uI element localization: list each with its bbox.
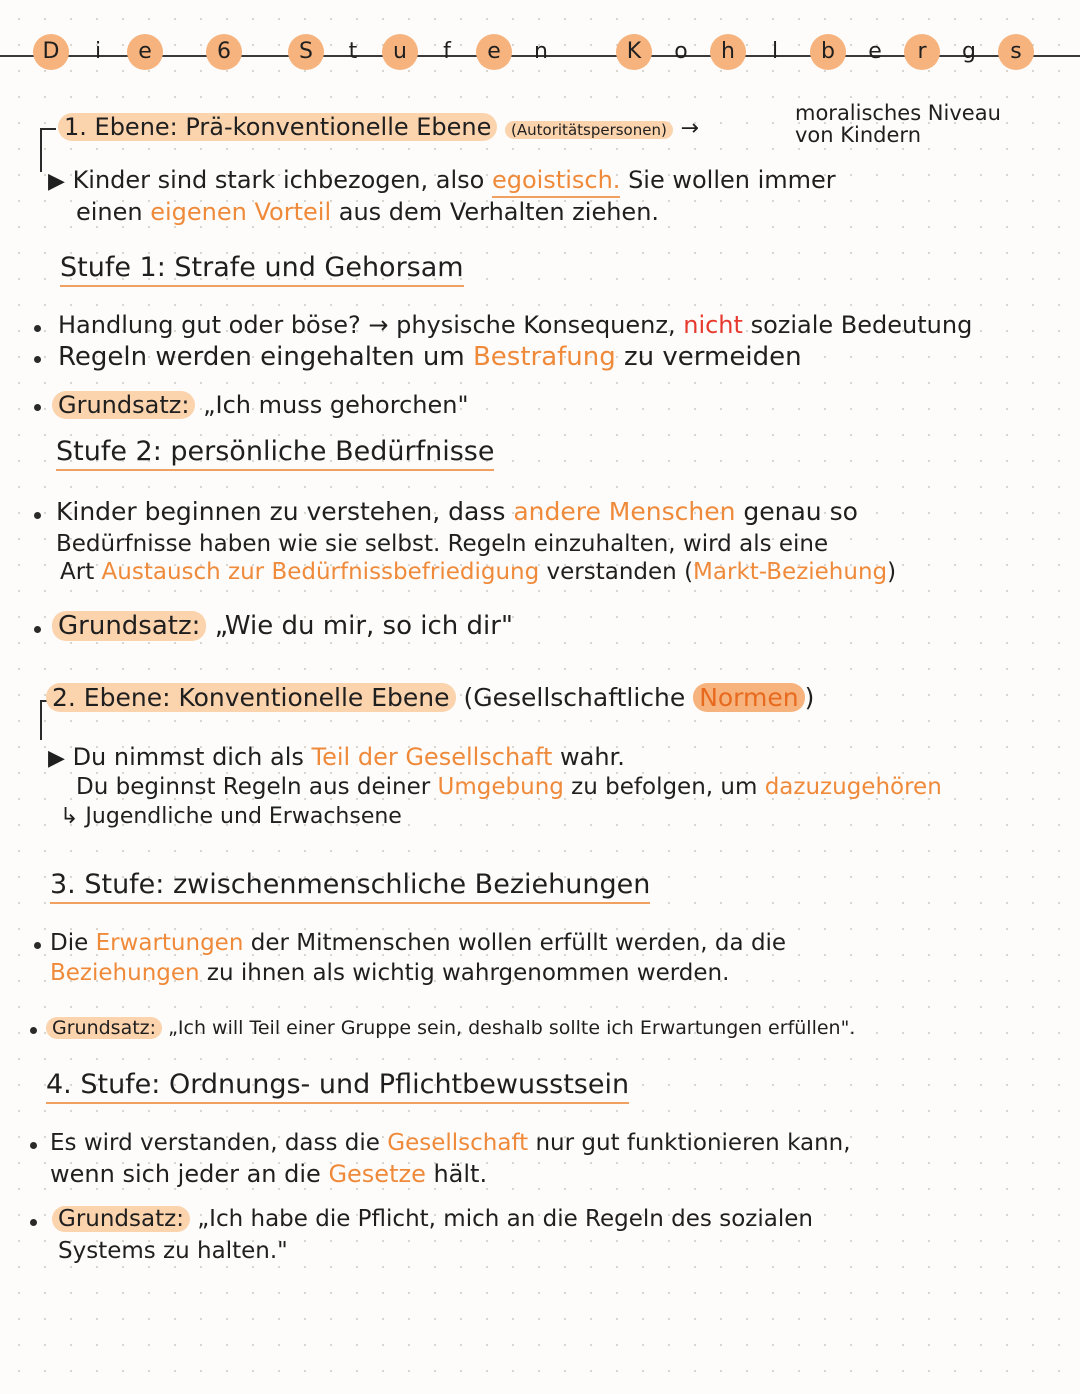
title-letter: t bbox=[348, 39, 358, 64]
keyword-normen: Normen bbox=[693, 683, 804, 712]
text: der Mitmenschen wollen erfüllt werden, da die bbox=[243, 930, 787, 956]
text: einen bbox=[76, 198, 151, 226]
keyword-teil-der-gesellschaft: Teil der Gesellschaft bbox=[311, 743, 553, 771]
keyword-markt-beziehung: Markt-Beziehung bbox=[693, 559, 888, 585]
text: ) bbox=[887, 559, 897, 585]
text: Kinder beginnen zu verstehen, dass bbox=[56, 497, 514, 526]
stage4-grundsatz-line2: Systems zu halten." bbox=[58, 1238, 288, 1264]
text: zu vermeiden bbox=[615, 342, 802, 372]
text: soziale Bedeutung bbox=[742, 311, 973, 339]
text: wenn sich jeder an die bbox=[50, 1160, 329, 1188]
stage4-title bbox=[46, 1070, 629, 1100]
title-letter: i bbox=[94, 39, 102, 64]
bullet-dot bbox=[34, 626, 41, 633]
stage2-title-text: Stufe 2: persönliche Bedürfnisse bbox=[56, 436, 494, 471]
level2-heading bbox=[46, 683, 814, 713]
text: Kinder sind stark ichbezogen, also bbox=[72, 166, 492, 194]
title-letter: 6 bbox=[206, 34, 242, 70]
bullet-dot bbox=[34, 404, 41, 411]
grundsatz-label: Grundsatz: bbox=[46, 1017, 162, 1039]
title-letter: e bbox=[868, 39, 882, 64]
level1-note-line2: von Kindern bbox=[795, 123, 921, 147]
stage3-title-text: 3. Stufe: zwischenmenschliche Beziehungen bbox=[50, 869, 650, 904]
stage2-line1 bbox=[56, 497, 858, 527]
stage2-title bbox=[56, 437, 494, 467]
level2-paren: (Gesellschaftliche bbox=[463, 683, 694, 712]
bullet-dot bbox=[30, 1027, 37, 1034]
title-letter: n bbox=[534, 39, 548, 64]
arrow-icon: → bbox=[368, 311, 389, 339]
text: Du beginnst Regeln aus deiner bbox=[76, 774, 438, 800]
stage4-title-text: 4. Stufe: Ordnungs- und Pflichtbewusstsein bbox=[46, 1069, 629, 1104]
bullet-dot bbox=[34, 942, 41, 949]
title-letter: h bbox=[710, 34, 746, 70]
grundsatz-text: „Ich habe die Pflicht, mich an die Regeln des sozialen bbox=[189, 1206, 813, 1232]
level1-heading bbox=[58, 112, 699, 145]
level1-intro-line2 bbox=[76, 197, 659, 227]
text: aus dem Verhalten ziehen. bbox=[331, 198, 660, 226]
text: verstanden ( bbox=[539, 559, 694, 585]
stage4-line2 bbox=[50, 1159, 487, 1189]
title-letter: S bbox=[288, 34, 324, 70]
level1-note bbox=[795, 102, 1001, 146]
title-letter: s bbox=[998, 34, 1034, 70]
grundsatz-text: „Wie du mir, so ich dir" bbox=[206, 611, 513, 641]
text: Handlung gut oder böse? bbox=[58, 311, 369, 339]
text: ) bbox=[804, 683, 815, 712]
keyword-gesellschaft: Gesellschaft bbox=[387, 1130, 529, 1156]
title-letter: r bbox=[904, 34, 940, 70]
title-letter: D bbox=[33, 34, 69, 70]
keyword-erwartungen: Erwartungen bbox=[95, 930, 244, 956]
text: nur gut funktionieren kann, bbox=[528, 1130, 851, 1156]
level2-line2 bbox=[76, 772, 942, 802]
stage3-line2 bbox=[50, 958, 729, 988]
keyword-austausch: Austausch zur Bedürfnissbefriedigung bbox=[101, 559, 540, 585]
text: Du nimmst dich als bbox=[72, 743, 312, 771]
stage3-grundsatz bbox=[46, 1013, 855, 1043]
title-letter: u bbox=[382, 34, 418, 70]
stage1-bullet2 bbox=[58, 342, 802, 372]
title-letters bbox=[0, 28, 1080, 78]
stage3-title bbox=[50, 870, 650, 900]
level1-intro-line1 bbox=[48, 165, 836, 197]
text: zu ihnen als wichtig wahrgenommen werden. bbox=[199, 960, 730, 986]
title-bar bbox=[0, 28, 1080, 78]
text: Sie wollen immer bbox=[620, 166, 836, 194]
title-letter: b bbox=[810, 34, 846, 70]
text: genau so bbox=[735, 497, 858, 526]
stage2-grundsatz bbox=[52, 611, 513, 641]
keyword-bestrafung: Bestrafung bbox=[472, 342, 616, 372]
title-letter: g bbox=[962, 39, 976, 64]
title-letter: e bbox=[476, 34, 512, 70]
stage3-line1 bbox=[50, 928, 786, 958]
text: hält. bbox=[425, 1160, 488, 1188]
stage2-line2: Bedürfnisse haben wie sie selbst. Regeln einzuhalten, wird als eine bbox=[56, 531, 829, 557]
keyword-andere-menschen: andere Menschen bbox=[513, 497, 736, 526]
keyword-beziehungen: Beziehungen bbox=[50, 960, 200, 986]
level2-line1 bbox=[48, 742, 625, 774]
stage2-line3 bbox=[60, 557, 896, 587]
keyword-dazuzugehoeren: dazuzugehören bbox=[764, 774, 942, 800]
keyword-egoistisch: egoistisch. bbox=[492, 166, 620, 198]
bullet-dot bbox=[30, 1142, 37, 1149]
keyword-gesetze: Gesetze bbox=[328, 1160, 426, 1188]
keyword-nicht: nicht bbox=[683, 311, 743, 339]
grundsatz-text: „Ich will Teil einer Gruppe sein, deshalb sollte ich Erwartungen erfüllen". bbox=[162, 1017, 856, 1039]
grundsatz-label: Grundsatz: bbox=[52, 391, 195, 419]
level2-label: 2. Ebene: Konventionelle Ebene bbox=[46, 683, 456, 712]
grundsatz-label: Grundsatz: bbox=[52, 611, 206, 641]
bullet-dot bbox=[30, 1219, 37, 1226]
grundsatz-label: Grundsatz: bbox=[52, 1206, 190, 1232]
bullet-dot bbox=[34, 356, 41, 363]
text: Art bbox=[60, 559, 102, 585]
text: Es wird verstanden, dass die bbox=[50, 1130, 388, 1156]
keyword-umgebung: Umgebung bbox=[437, 774, 564, 800]
text: Regeln werden eingehalten um bbox=[58, 342, 473, 372]
text: Die bbox=[50, 930, 96, 956]
bullet-dot bbox=[34, 325, 41, 332]
stage1-title bbox=[60, 253, 464, 283]
level1-label: 1. Ebene: Prä-konventionelle Ebene bbox=[58, 113, 497, 141]
keyword-vorteil: eigenen Vorteil bbox=[150, 198, 332, 226]
grundsatz-text: „Ich muss gehorchen" bbox=[195, 391, 469, 419]
title-letter: K bbox=[616, 34, 652, 70]
level1-paren: (Autoritätspersonen) bbox=[505, 121, 673, 139]
bullet-dot bbox=[34, 512, 41, 519]
title-letter: e bbox=[127, 34, 163, 70]
arrow-right-icon: ▶ bbox=[48, 169, 65, 194]
stage1-grundsatz bbox=[52, 390, 469, 420]
text: wahr. bbox=[552, 743, 625, 771]
level1-note-line1: moralisches Niveau bbox=[795, 101, 1001, 125]
stage1-title-text: Stufe 1: Strafe und Gehorsam bbox=[60, 252, 464, 287]
title-letter: l bbox=[771, 39, 779, 64]
title-letter: o bbox=[674, 39, 688, 64]
text: zu befolgen, um bbox=[563, 774, 765, 800]
text: physische Konsequenz, bbox=[388, 311, 684, 339]
stage4-line1 bbox=[50, 1128, 851, 1158]
arrow-right-icon: ▶ bbox=[48, 746, 65, 771]
title-letter: f bbox=[443, 39, 451, 64]
stage4-grundsatz-line1 bbox=[52, 1204, 813, 1234]
arrow-right-icon: → bbox=[680, 116, 699, 141]
level2-line3: ↳ Jugendliche und Erwachsene bbox=[60, 804, 402, 829]
stage1-bullet1 bbox=[58, 310, 972, 340]
